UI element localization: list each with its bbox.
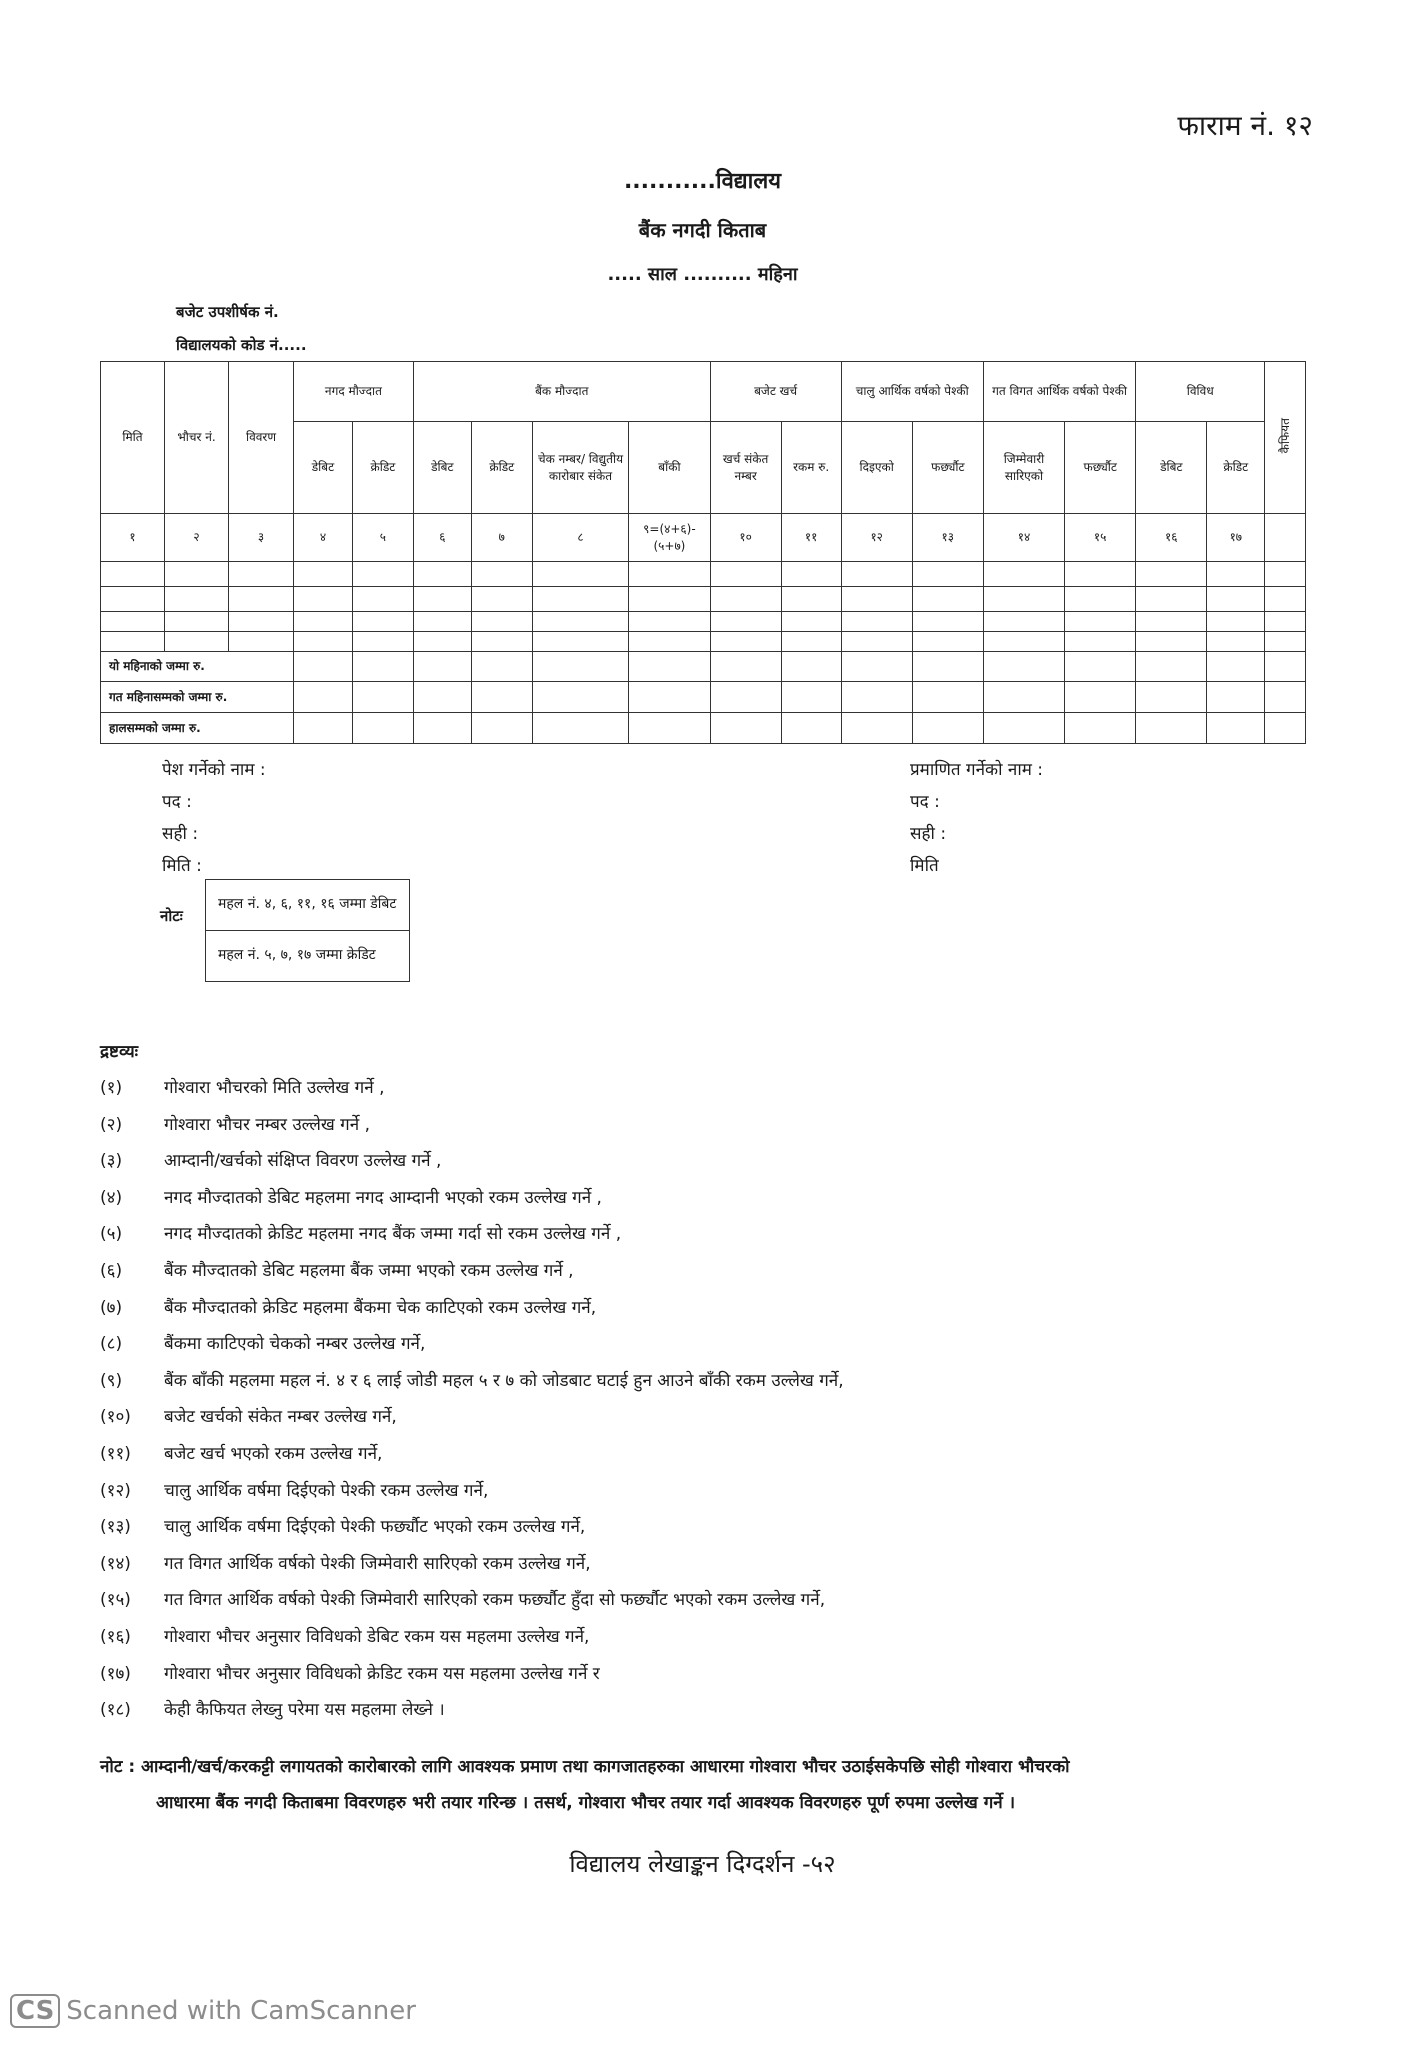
sub-amount: रकम रु. <box>781 422 841 514</box>
sub-cash-debit: डेबिट <box>294 422 353 514</box>
header-current-advance: चालु आर्थिक वर्षको पेश्की <box>841 362 983 422</box>
col-number: १७ <box>1207 514 1265 562</box>
total-prev-label: गत महिनासम्मको जम्मा रु. <box>101 682 294 713</box>
approver-post: पद : <box>910 792 940 812</box>
col-number: ७ <box>471 514 532 562</box>
form-number: फाराम नं. १२ <box>1177 109 1313 142</box>
header-voucher: भौचर नं. <box>165 362 229 514</box>
submitter-signature: सही : <box>162 824 199 844</box>
approver-name: प्रमाणित गर्नेको नाम : <box>910 760 1044 780</box>
col-number: १४ <box>983 514 1064 562</box>
col-number: १३ <box>912 514 983 562</box>
col-number: ३ <box>229 514 294 562</box>
total-row-todate <box>101 713 1306 744</box>
sub-cheque-number: चेक नम्बर/ विद्युतीय कारोबार संकेत <box>532 422 629 514</box>
sub-given: दिइएको <box>841 422 912 514</box>
school-code: विद्यालयको कोड नं..... <box>176 336 307 354</box>
header-date: मिति <box>101 362 165 514</box>
col-number-remarks <box>1265 514 1306 562</box>
sub-misc-debit: डेबिट <box>1136 422 1207 514</box>
note-credit: महल नं. ५, ७, १७ जम्मा क्रेडिट <box>206 931 410 982</box>
camscanner-watermark <box>10 1994 416 2028</box>
submitter-date: मिति : <box>162 856 202 876</box>
column-number-row <box>101 514 1306 562</box>
col-number: १६ <box>1136 514 1207 562</box>
school-name: ...........विद्यालय <box>623 169 782 194</box>
footer-note-label: नोट : <box>100 1757 136 1777</box>
col-number: १५ <box>1065 514 1136 562</box>
table-row <box>101 562 1306 587</box>
col-number: २ <box>165 514 229 562</box>
sub-balance: बाँकी <box>629 422 710 514</box>
sub-cash-credit: क्रेडिट <box>352 422 413 514</box>
header-description: विवरण <box>229 362 294 514</box>
col-number: ५ <box>352 514 413 562</box>
bank-cash-book-table <box>100 361 1306 744</box>
col-number: ९=(४+६)-(५+७) <box>629 514 710 562</box>
sub-past-settled: फर्छ्यौट <box>1065 422 1136 514</box>
table-row <box>101 612 1306 632</box>
footer-note <box>100 1749 1306 1821</box>
sub-bank-credit: क्रेडिट <box>471 422 532 514</box>
total-todate-label: हालसम्मको जम्मा रु. <box>101 713 294 744</box>
period-line: ..... साल .......... महिना <box>607 264 798 285</box>
sub-settled: फर्छ्यौट <box>912 422 983 514</box>
header-misc: विविध <box>1136 362 1265 422</box>
header-past-advance: गत विगत आर्थिक वर्षको पेश्की <box>983 362 1135 422</box>
sub-misc-credit: क्रेडिट <box>1207 422 1265 514</box>
sub-expense-code: खर्च संकेत नम्बर <box>710 422 781 514</box>
observations-title: द्रष्टव्यः <box>100 1042 139 1062</box>
note-debit: महल नं. ४, ६, ११, १६ जम्मा डेबिट <box>206 880 410 931</box>
sub-transferred: जिम्मेवारी सारिएको <box>983 422 1064 514</box>
header-cash-balance: नगद मौज्दात <box>294 362 414 422</box>
note-box <box>205 879 410 982</box>
col-number: १० <box>710 514 781 562</box>
header-remarks <box>1265 362 1306 514</box>
submitter-name: पेश गर्नेको नाम : <box>162 760 266 780</box>
footer-note-line2: आधारमा बैंक नगदी किताबमा विवरणहरु भरी तयार गरिन्छ । तसर्थ, गोश्वारा भौचर तयार गर्दा आवश्यक विवरणहरु पूर्ण रुपमा उल्लेख गर्ने । <box>156 1793 1016 1813</box>
total-row-previous <box>101 682 1306 713</box>
submitter-post: पद : <box>162 792 192 812</box>
total-row-month <box>101 652 1306 682</box>
approver-date: मिति <box>910 856 939 876</box>
col-number: १२ <box>841 514 912 562</box>
header-bank-balance: बैंक मौज्दात <box>413 362 710 422</box>
remarks-label: कैफियत <box>1278 417 1293 454</box>
note-label: नोटः <box>160 907 183 925</box>
col-number: १ <box>101 514 165 562</box>
col-number: ११ <box>781 514 841 562</box>
approver-signature: सही : <box>910 824 947 844</box>
total-month-label: यो महिनाको जम्मा रु. <box>101 652 294 682</box>
watermark-text: Scanned with CamScanner <box>66 1996 416 2026</box>
col-number: ८ <box>532 514 629 562</box>
sub-bank-debit: डेबिट <box>413 422 471 514</box>
camscanner-logo-icon: CS <box>10 1994 60 2028</box>
table-row <box>101 587 1306 612</box>
col-number: ६ <box>413 514 471 562</box>
budget-subheading: बजेट उपशीर्षक नं. <box>176 303 279 321</box>
col-number: ४ <box>294 514 353 562</box>
page-title: बैंक नगदी किताब <box>638 218 767 242</box>
header-budget-expense: बजेट खर्च <box>710 362 841 422</box>
table-row <box>101 632 1306 652</box>
footer-note-line1: नोट : आम्दानी/खर्च/करकट्टी लगायतको कारोबारको लागि आवश्यक प्रमाण तथा कागजातहरुका आधारमा गोश्वारा भौचर उठाईसकेपछि सोही गोश्वारा भौचरको <box>100 1757 1070 1777</box>
page-footer: विद्यालय लेखाङ्कन दिग्दर्शन -५२ <box>569 1850 836 1878</box>
